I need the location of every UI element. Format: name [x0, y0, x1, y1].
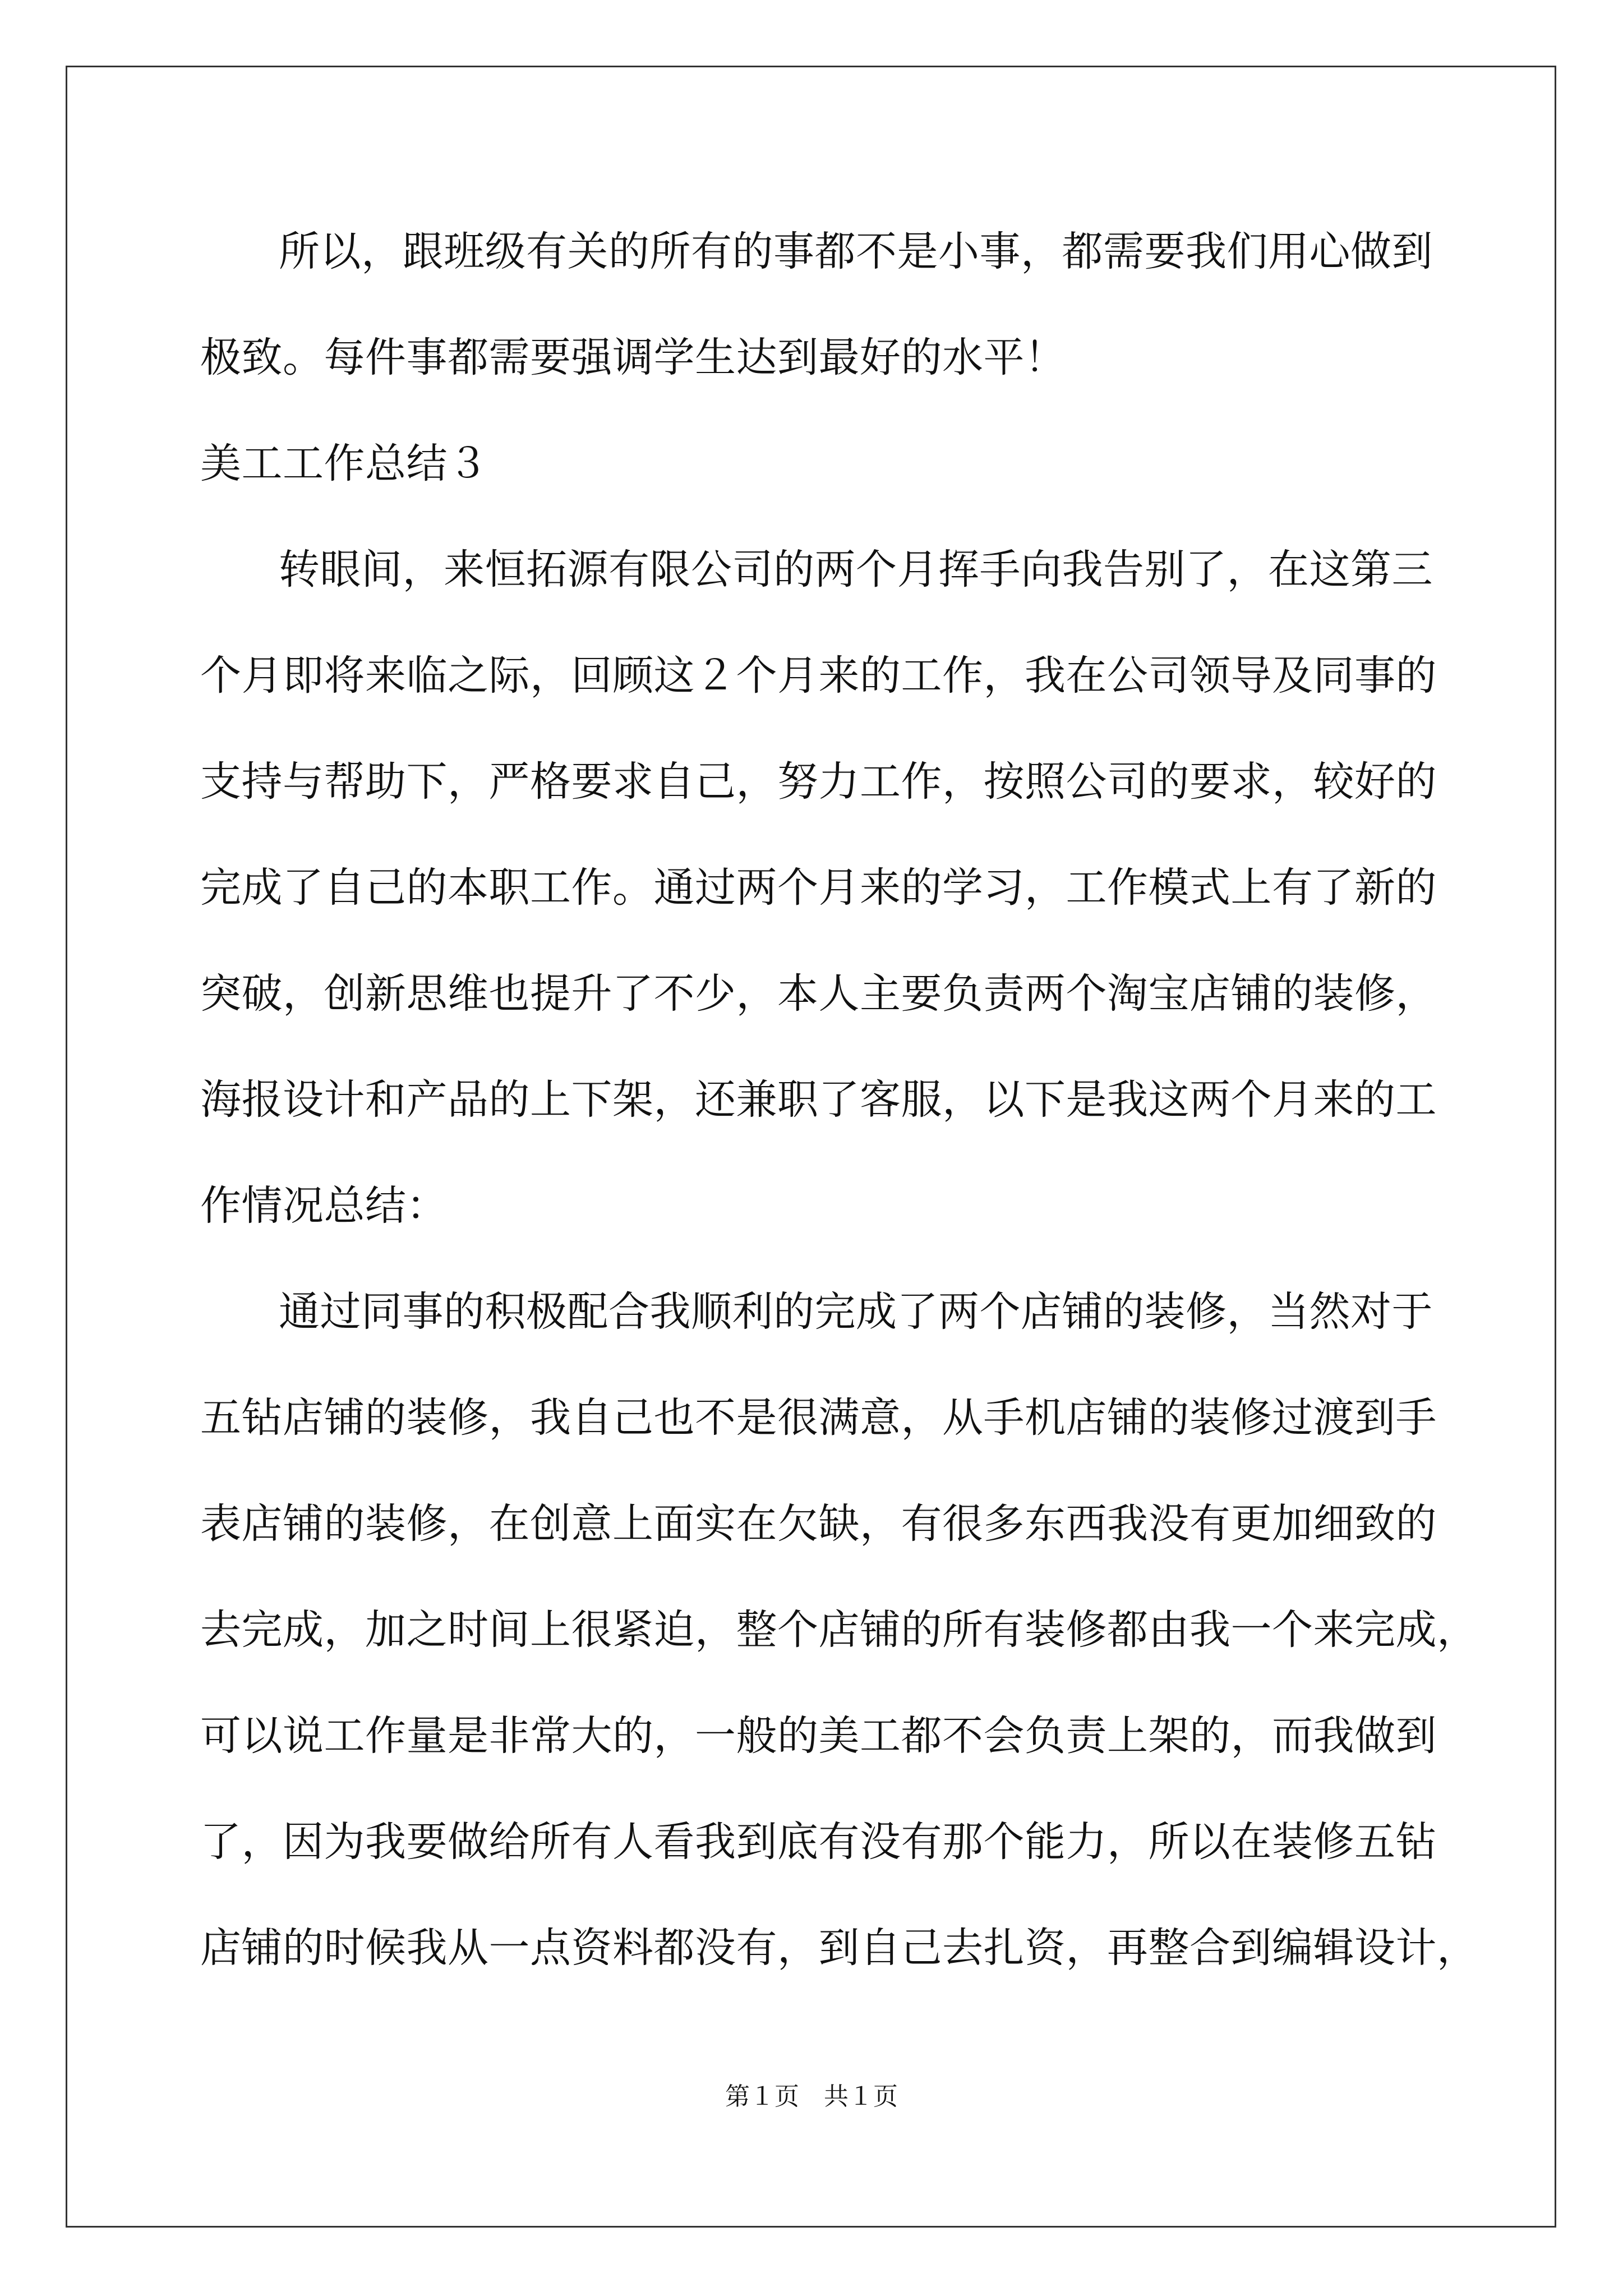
- paragraph-line: 突破，创新思维也提升了不少，本人主要负责两个淘宝店铺的装修，: [200, 970, 1437, 1018]
- paragraph-line: 所以，跟班级有关的所有的事都不是小事，都需要我们用心做到: [279, 228, 1433, 275]
- section-heading: 美工工作总结３: [200, 440, 489, 487]
- page-border: [66, 66, 1556, 2228]
- paragraph-line: 表店铺的装修，在创意上面实在欠缺，有很多东西我没有更加细致的: [200, 1500, 1437, 1548]
- paragraph-line: 作情况总结：: [200, 1182, 448, 1230]
- paragraph-line: 去完成，加之时间上很紧迫，整个店铺的所有装修都由我一个来完成，: [200, 1606, 1478, 1654]
- paragraph-line: 了，因为我要做给所有人看我到底有没有那个能力，所以在装修五钻: [200, 1818, 1437, 1866]
- paragraph-line: 海报设计和产品的上下架，还兼职了客服，以下是我这两个月来的工: [200, 1076, 1437, 1124]
- paragraph-line: 个月即将来临之际，回顾这２个月来的工作，我在公司领导及同事的: [200, 652, 1437, 700]
- paragraph-line: 极致。每件事都需要强调学生达到最好的水平！: [200, 334, 1066, 381]
- page-footer: 第１页 共１页: [725, 2082, 898, 2111]
- paragraph-line: 通过同事的积极配合我顺利的完成了两个店铺的装修，当然对于: [279, 1288, 1433, 1336]
- paragraph-line: 店铺的时候我从一点资料都没有，到自己去扎资，再整合到编辑设计，: [200, 1924, 1478, 1972]
- paragraph-line: 五钻店铺的装修，我自己也不是很满意，从手机店铺的装修过渡到手: [200, 1394, 1437, 1442]
- paragraph-line: 支持与帮助下，严格要求自己，努力工作，按照公司的要求，较好的: [200, 758, 1437, 806]
- paragraph-line: 可以说工作量是非常大的，一般的美工都不会负责上架的，而我做到: [200, 1712, 1437, 1760]
- paragraph-line: 完成了自己的本职工作。通过两个月来的学习，工作模式上有了新的: [200, 864, 1437, 912]
- paragraph-line: 转眼间，来恒拓源有限公司的两个月挥手向我告别了，在这第三: [279, 546, 1433, 593]
